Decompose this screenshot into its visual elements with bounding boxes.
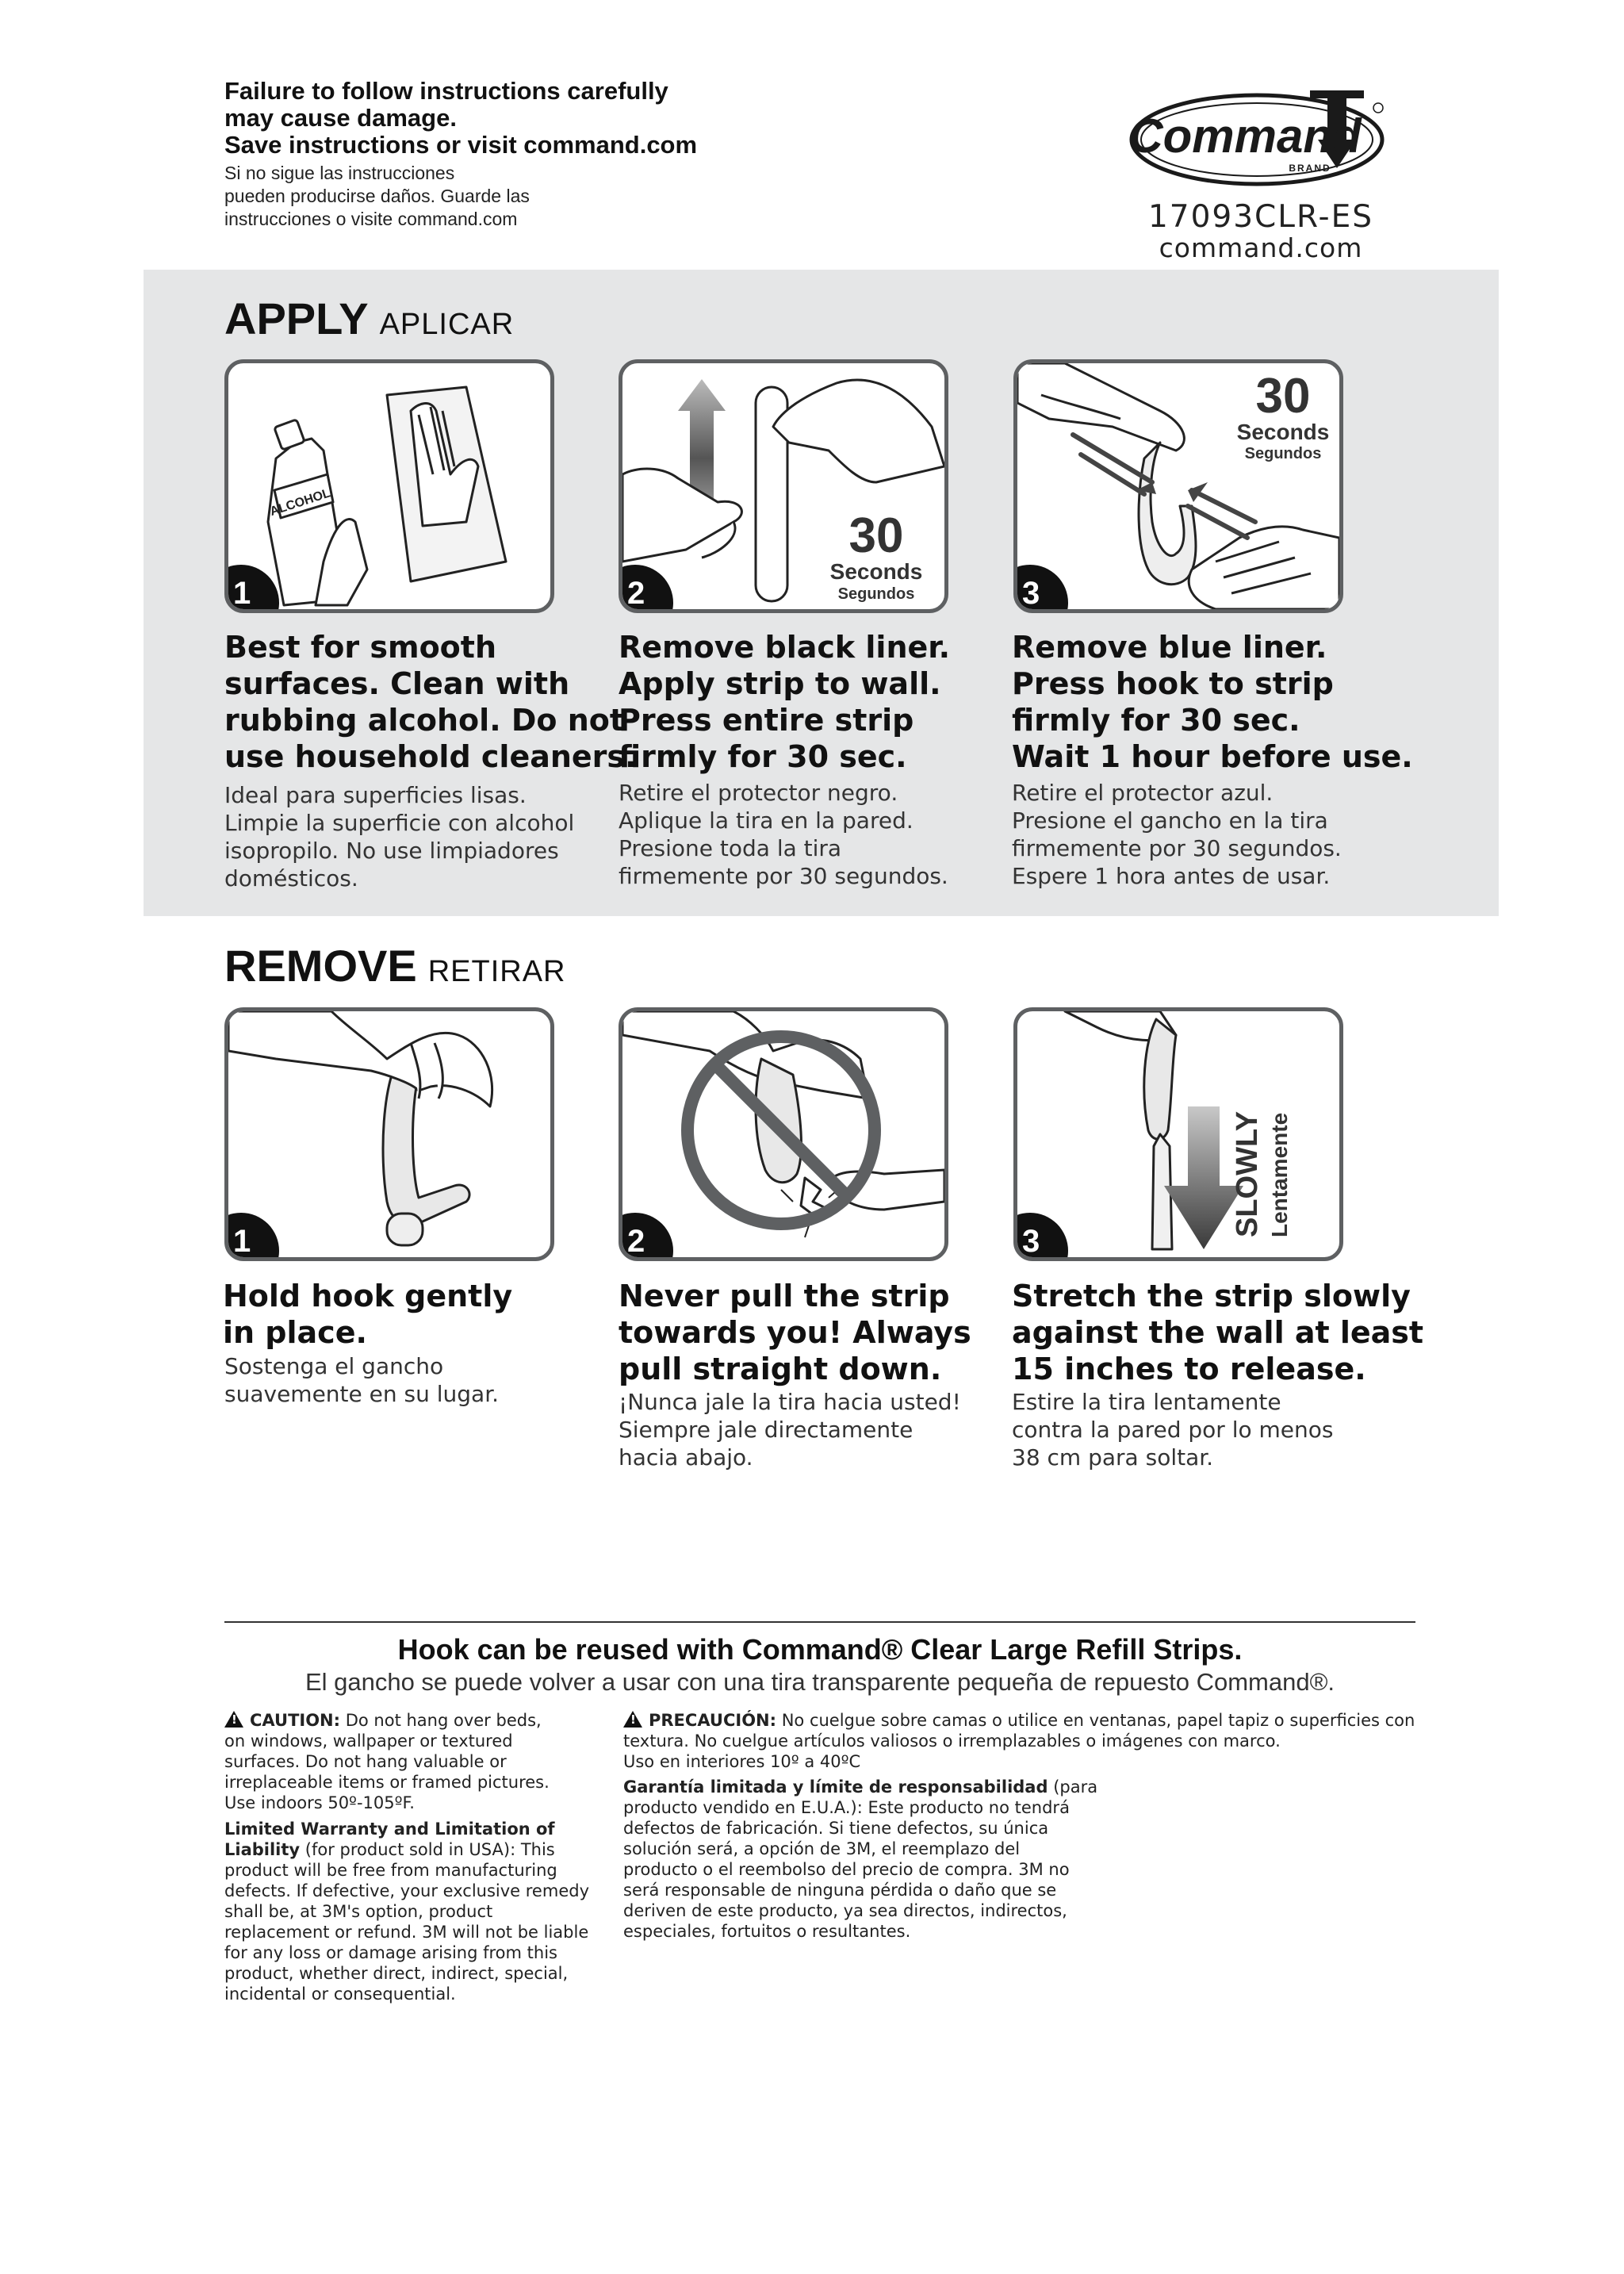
apply-step-2-text <box>619 629 950 775</box>
warranty-line: solución será, a opción de 3M, el reemplazo del <box>623 1839 1021 1858</box>
apply-step-1-text <box>224 629 636 775</box>
apply-step-1-illustration <box>224 359 554 613</box>
instruction-line: Wait 1 hour before use. <box>1012 739 1413 774</box>
caution-line: irreplaceable items or framed pictures. <box>224 1773 550 1792</box>
step-number: 3 <box>1022 576 1040 611</box>
instruction-line-es: ¡Nunca jale la tira hacia usted! <box>619 1389 961 1415</box>
instruction-line-es: domésticos. <box>224 865 358 892</box>
instruction-line-es: Ideal para superficies lisas. <box>224 782 527 808</box>
warning-triangle-icon <box>623 1711 642 1728</box>
instruction-line-es: isopropilo. No use limpiadores <box>224 838 559 864</box>
warranty-line: defectos de fabricación. Si tiene defectos, su única <box>623 1819 1049 1838</box>
remove-step-2-illustration <box>619 1007 948 1261</box>
instruction-line-es: Siempre jale directamente <box>619 1417 914 1443</box>
remove-step-3-illustration <box>1013 1007 1343 1261</box>
hold-hook-icon <box>228 1011 550 1257</box>
caution-line: surfaces. Do not hang valuable or <box>224 1752 507 1771</box>
remove-step-3-text-es <box>1012 1388 1333 1471</box>
remove-step-2-text-es <box>619 1388 961 1471</box>
warranty-line: será responsable de ninguna pérdida o daño que se <box>623 1881 1057 1900</box>
instruction-line-es: 38 cm para soltar. <box>1012 1444 1214 1471</box>
warranty-line: product, whether direct, indirect, special, <box>224 1964 569 1983</box>
caution-line: textura. No cuelgue artículos valiosos o irremplazables o imágenes con marco. <box>623 1731 1281 1751</box>
apply-strip-icon <box>622 363 944 609</box>
apply-step-3-text-es <box>1012 779 1342 890</box>
warning-line: instrucciones o visite command.com <box>224 209 518 229</box>
instruction-line-es: contra la pared por lo menos <box>1012 1417 1334 1443</box>
instruction-line: Remove blue liner. <box>1012 630 1327 665</box>
caution-label: CAUTION: <box>250 1711 341 1730</box>
command-brand-logo <box>1126 76 1396 187</box>
slowly-label-es: Lentamente <box>1267 1112 1292 1237</box>
instruction-line-es: Espere 1 hora antes de usar. <box>1012 863 1331 889</box>
warranty-label: Garantía limitada y límite de responsabilidad <box>623 1777 1048 1797</box>
warning-triangle-icon <box>224 1711 243 1728</box>
remove-step-1-illustration <box>224 1007 554 1261</box>
warranty-line: producto vendido en E.U.A.): Este producto no tendrá <box>623 1798 1070 1817</box>
warranty-line: especiales, fortuitos o resultantes. <box>623 1922 911 1941</box>
apply-step-3-illustration <box>1013 359 1343 613</box>
apply-heading <box>224 295 514 348</box>
caution-line: Do not hang over beds, <box>345 1711 542 1730</box>
timer-unit: Seconds <box>1236 420 1330 444</box>
warranty-line: defects. If defective, your exclusive remedy <box>224 1881 589 1900</box>
instruction-line-es: Presione toda la tira <box>619 835 842 861</box>
warranty-line: shall be, at 3M's option, product <box>224 1902 493 1921</box>
instruction-line-es: Retire el protector azul. <box>1012 780 1274 806</box>
alcohol-wipe-icon <box>228 363 550 609</box>
slowly-label: SLOWLY <box>1231 1110 1264 1237</box>
instruction-line: Press entire strip <box>619 703 914 738</box>
instruction-line-es: Limpie la superficie con alcohol <box>224 810 575 836</box>
reuse-note-es: El gancho se puede volver a usar con una tira transparente pequeña de repuesto Command®. <box>304 1668 1335 1696</box>
caution-line: on windows, wallpaper or textured <box>224 1731 513 1751</box>
instruction-line-es: firmemente por 30 segundos. <box>619 863 948 889</box>
warranty-label: Liability <box>224 1840 301 1859</box>
instruction-line: rubbing alcohol. Do not <box>224 703 625 738</box>
instruction-line: Best for smooth <box>224 630 497 665</box>
instruction-line-es: Aplique la tira en la pared. <box>619 807 914 834</box>
instruction-line: in place. <box>223 1315 367 1350</box>
remove-step-3-text <box>1012 1278 1423 1387</box>
instruction-line-es: hacia abajo. <box>619 1444 753 1471</box>
instruction-line: 15 inches to release. <box>1012 1352 1366 1386</box>
instruction-line: firmly for 30 sec. <box>619 739 907 774</box>
step-number: 2 <box>627 576 645 611</box>
timer-value: 30 <box>1255 369 1311 424</box>
step-number: 1 <box>233 1224 251 1259</box>
warning-line: may cause damage. <box>224 104 457 132</box>
stretch-down-icon <box>1017 1011 1339 1257</box>
remove-title: REMOVE <box>224 941 417 991</box>
reuse-note: Hook can be reused with Command® Clear Large Refill Strips. <box>397 1633 1243 1666</box>
model-number: 17093CLR-ES <box>1147 199 1373 235</box>
step-number: 3 <box>1022 1224 1040 1259</box>
step-number: 2 <box>627 1224 645 1259</box>
instruction-line-es: Retire el protector negro. <box>619 780 898 806</box>
timer-unit: Seconds <box>829 559 923 584</box>
warning-line: pueden producirse daños. Guarde las <box>224 186 530 206</box>
bottle-label: ALCOHOL <box>268 486 332 520</box>
instruction-line: pull straight down. <box>619 1352 942 1386</box>
warranty-label: Limited Warranty and Limitation of <box>224 1820 555 1839</box>
instruction-line-es: firmemente por 30 segundos. <box>1012 835 1342 861</box>
remove-title-es: RETIRAR <box>427 955 566 988</box>
caution-line: No cuelgue sobre camas o utilice en ventanas, papel tapiz o superficies con <box>781 1711 1415 1730</box>
remove-step-2-text <box>619 1278 971 1387</box>
remove-heading <box>224 942 566 995</box>
instruction-line: firmly for 30 sec. <box>1012 703 1300 738</box>
instruction-line: against the wall at least <box>1012 1315 1424 1350</box>
apply-step-1-text-es <box>224 781 574 892</box>
instruction-line-es: Presione el gancho en la tira <box>1012 807 1328 834</box>
no-pull-forward-icon <box>622 1011 944 1257</box>
timer-unit-es: Segundos <box>1244 445 1322 462</box>
warranty-line: replacement or refund. 3M will not be liable <box>224 1923 589 1942</box>
warning-line: Si no sigue las instrucciones <box>224 163 455 183</box>
remove-step-1-text-es <box>224 1352 499 1408</box>
timer-unit-es: Segundos <box>837 585 915 603</box>
apply-step-2-text-es <box>619 779 948 890</box>
apply-title-es: APLICAR <box>379 308 515 341</box>
divider <box>224 1621 1415 1623</box>
warranty-spanish <box>623 1777 1097 1942</box>
apply-step-2-illustration <box>619 359 948 613</box>
caution-english <box>224 1710 550 1813</box>
caution-label: PRECAUCIÓN: <box>649 1711 777 1730</box>
apply-title: APPLY <box>224 293 369 343</box>
warning-english <box>224 78 827 159</box>
caution-line: Uso en interiores 10º a 40ºC <box>623 1752 861 1771</box>
instruction-line: Hold hook gently <box>223 1279 513 1313</box>
warranty-line: incidental or consequential. <box>224 1984 456 2004</box>
warranty-line: (for product sold in USA): This <box>304 1840 555 1859</box>
caution-line: Use indoors 50º-105ºF. <box>224 1793 415 1812</box>
remove-step-1-text <box>223 1278 512 1351</box>
brand-name: Command <box>1128 109 1362 163</box>
instruction-line: Remove black liner. <box>619 630 951 665</box>
instruction-line: Press hook to strip <box>1012 666 1334 701</box>
instruction-line: Stretch the strip slowly <box>1012 1279 1411 1313</box>
warranty-line: deriven de este producto, ya sea directos, indirectos, <box>623 1901 1067 1920</box>
instruction-line: Apply strip to wall. <box>619 666 941 701</box>
instruction-line-es: suavemente en su lugar. <box>224 1381 500 1407</box>
warranty-line: (para <box>1053 1777 1098 1797</box>
instruction-line: towards you! Always <box>619 1315 971 1350</box>
apply-step-3-text <box>1012 629 1413 775</box>
warranty-line: product will be free from manufacturing <box>224 1861 557 1880</box>
timer-value: 30 <box>848 508 904 563</box>
brand-sub: BRAND <box>1289 163 1331 174</box>
warranty-english <box>224 1819 589 2004</box>
warning-spanish <box>224 162 668 231</box>
caution-spanish <box>623 1710 1415 1772</box>
warning-line: Failure to follow instructions carefully <box>224 77 668 105</box>
instruction-line-es: Estire la tira lentamente <box>1012 1389 1281 1415</box>
warranty-line: producto o el reembolso del precio de compra. 3M no <box>623 1860 1070 1879</box>
instruction-line: use household cleaners. <box>224 739 637 774</box>
press-hook-icon <box>1017 363 1339 609</box>
warning-line: Save instructions or visit command.com <box>224 131 698 159</box>
instruction-line: Never pull the strip <box>619 1279 950 1313</box>
step-number: 1 <box>233 576 251 611</box>
website: command.com <box>1159 232 1363 263</box>
instruction-line: surfaces. Clean with <box>224 666 570 701</box>
warranty-line: for any loss or damage arising from this <box>224 1943 557 1962</box>
instruction-line-es: Sostenga el gancho <box>224 1353 444 1379</box>
